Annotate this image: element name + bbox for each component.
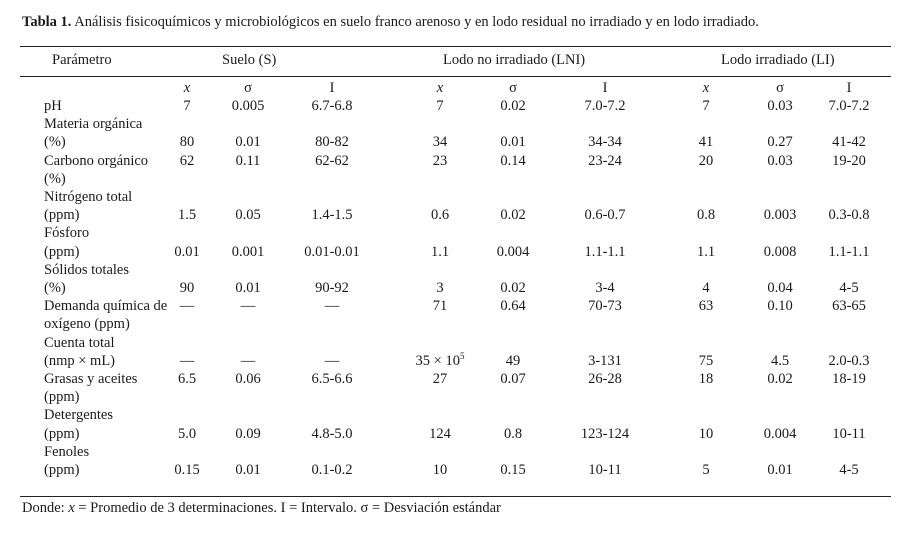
cell-value: 35 × 10 [415,352,460,369]
table-cell [832,426,865,443]
table-cell [174,244,199,261]
parameter-label: Sólidos totales [44,261,129,278]
header-li: Lodo irradiado (LI) [721,52,835,68]
cell-value: 1.1 [430,243,450,260]
table-cell [764,244,797,261]
cell-value: 18-19 [832,371,866,387]
table-cell [697,207,715,224]
table-cell [325,353,340,370]
table-cell [697,244,715,261]
cell-value: 1.4-1.5 [311,207,353,224]
parameter-label: oxígeno (ppm) [44,316,130,333]
table-cell [500,371,525,388]
table-cell [588,371,622,388]
parameter-label: Materia orgánica [44,116,143,133]
cell-value: 0.8 [503,425,523,442]
table-cell [436,280,443,297]
cell-value: 0.01 [235,280,261,296]
parameter-label: (%) [44,170,66,187]
cell-value: 0.008 [763,243,797,260]
table-cell [429,426,451,443]
cell-value: 71 [432,298,448,315]
cell-value: 7.0-7.2 [584,98,626,114]
cell-value: 1.1-1.1 [828,243,870,260]
table-cell [178,371,196,388]
cell-value: 4 [702,280,710,296]
subheader-cell: I [846,80,852,96]
table-cell [500,462,525,479]
cell-value: 0.003 [763,207,797,224]
subheader-cell: I [602,80,608,96]
cell-value: 123-124 [580,425,630,442]
table-cell [767,134,792,151]
cell-value: 0.02 [500,207,526,224]
cell-value: 0.64 [500,298,526,315]
cell-value: 4-5 [839,280,859,296]
table-cell [500,280,525,297]
table-cell [500,134,525,151]
cell-value: 6.5 [177,371,197,387]
table-cell [236,153,261,170]
cell-value: 124 [429,425,451,442]
cell-value: 6.7-6.8 [311,98,353,114]
table-cell [767,371,792,388]
cell-value: 4.5 [770,352,790,369]
cell-value: 10 [432,462,448,478]
cell-value: 0.04 [767,280,793,296]
table-cell [828,353,869,370]
cell-value: 7 [702,98,710,114]
table-cell [311,98,352,115]
cell-value: 3-131 [588,352,622,369]
table-cell [311,426,352,443]
footnote-x: x [68,500,75,516]
footnote [22,500,501,517]
cell-value: 63 [698,298,714,315]
cell-value: 10-11 [832,425,866,442]
caption-text: Análisis fisicoquímicos y microbiológicos en suelo franco arenoso y en lodo residual no irradiado y en lodo irradiado. [71,14,759,30]
cell-value: — [179,352,195,369]
parameter-label: (nmp × mL) [44,352,115,369]
table-cell [180,353,195,370]
cell-value: 10 [698,425,714,442]
footnote-prefix: Donde: [22,500,69,516]
header-parametro: Parámetro [52,52,112,68]
cell-superscript: 5 [459,350,465,361]
cell-value: — [240,352,256,369]
table-cell [183,98,190,115]
cell-value: 6.5-6.6 [311,371,353,387]
cell-value: 7.0-7.2 [828,98,870,114]
table-caption [22,14,759,31]
caption-label: Tabla 1. [22,14,72,30]
cell-value: 1.1 [696,243,716,260]
cell-value: 80-82 [315,134,349,151]
parameter-label: (ppm) [44,462,80,478]
table-cell [500,153,525,170]
cell-value: 0.01 [767,462,793,478]
parameter-label: (%) [44,134,66,151]
table-cell [235,134,260,151]
cell-value: 0.11 [235,152,261,169]
table-cell [588,462,621,479]
cell-value: 0.01 [500,134,526,151]
cell-value: 49 [505,352,521,369]
table-cell [584,207,625,224]
cell-value: 0.05 [235,207,261,224]
table-cell [581,426,629,443]
cell-value: 0.07 [500,371,526,387]
cell-value: 62-62 [315,152,349,169]
subheader-cell: σ [776,80,784,96]
table-cell [433,153,448,170]
parameter-label: (ppm) [44,207,80,224]
table-cell [832,153,866,170]
cell-value: 0.15 [174,462,200,478]
cell-value: 41 [698,134,714,151]
table-cell [588,134,622,151]
table-cell [839,462,858,479]
cell-value: 0.02 [767,371,793,387]
table-cell [832,134,866,151]
cell-value: 0.02 [500,280,526,296]
cell-value: 0.8 [696,207,716,224]
cell-value: — [324,352,340,369]
table-cell [178,207,196,224]
table-cell [433,371,448,388]
cell-value: — [324,298,340,315]
table-cell [764,426,797,443]
parameter-label: (%) [44,280,66,296]
cell-value: 4.8-5.0 [311,425,353,442]
cell-value: 0.02 [500,98,526,114]
table-cell [699,371,714,388]
table-cell [311,371,352,388]
cell-value: 7 [183,98,191,114]
table-cell [588,153,622,170]
cell-value: 0.01 [174,243,200,260]
table-cell [584,98,625,115]
table-cell [415,350,465,370]
cell-value: 0.03 [767,152,793,169]
table-cell [433,134,448,151]
parameter-label: Fenoles [44,443,90,460]
table-cell [325,298,340,315]
parameter-label: Grasas y aceites [44,371,138,387]
cell-value: — [240,298,256,315]
subheader-cell: x [183,80,191,96]
cell-value: 0.01-0.01 [304,243,360,260]
table-cell [433,298,448,315]
subheader-cell: σ [244,80,252,96]
cell-value: 90 [179,280,195,296]
table-cell [506,353,521,370]
table-cell [174,462,199,479]
table-cell [500,98,525,115]
cell-value: 90-92 [315,280,349,296]
table-cell [588,298,622,315]
table-cell [699,134,714,151]
cell-value: 1.1-1.1 [584,243,626,260]
table-cell [504,426,522,443]
table-cell [764,207,797,224]
table-cell [699,426,714,443]
cell-value: — [179,298,195,315]
table-cell [315,134,349,151]
cell-value: 0.09 [235,425,261,442]
cell-value: 0.27 [767,134,793,151]
cell-value: 26-28 [588,371,622,387]
parameter-label: (ppm) [44,243,80,260]
subheader-cell: x [436,80,444,96]
cell-value: 27 [432,371,448,387]
table-cell [235,426,260,443]
cell-value: 0.004 [496,243,530,260]
table-cell [828,244,869,261]
cell-value: 19-20 [832,152,866,169]
cell-value: 0.004 [763,425,797,442]
cell-value: 5 [702,462,710,478]
table-cell [180,153,195,170]
table-cell [315,153,349,170]
cell-value: 34-34 [588,134,622,151]
parameter-label: Carbono orgánico [44,152,149,169]
table-cell [232,244,265,261]
cell-value: 4-5 [839,462,859,478]
cell-value: 80 [179,134,195,151]
cell-value: 34 [432,134,448,151]
cell-value: 23-24 [588,152,622,169]
table-cell [235,462,260,479]
parameter-label: Demanda química de [44,298,168,315]
cell-value: 2.0-0.3 [828,352,870,369]
table-cell [828,98,869,115]
table-cell [699,153,714,170]
table-cell [699,298,714,315]
cell-value: 0.10 [767,298,793,315]
table-cell [180,280,195,297]
cell-value: 70-73 [588,298,622,315]
subheader-cell: I [329,80,335,96]
cell-value: 5.0 [177,425,197,442]
header-lni: Lodo no irradiado (LNI) [443,52,586,68]
table-cell [436,98,443,115]
table-cell [431,244,449,261]
header-suelo: Suelo (S) [222,52,277,68]
cell-value: 3 [436,280,444,296]
table-cell [702,98,709,115]
cell-value: 20 [698,152,714,169]
table-cell [235,371,260,388]
cell-value: 0.03 [767,98,793,114]
table-cell [235,207,260,224]
table-cell [180,298,195,315]
table-cell [241,353,256,370]
table-cell [304,244,360,261]
cell-value: 75 [698,352,714,369]
table-cell [311,207,352,224]
subheader-cell: σ [509,80,517,96]
cell-value: 10-11 [588,462,622,478]
cell-value: 0.001 [231,243,265,260]
cell-value: 23 [432,152,448,169]
table-cell [702,280,709,297]
cell-value: 1.5 [177,207,197,224]
cell-value: 0.6-0.7 [584,207,626,224]
table-cell [699,353,714,370]
parameter-label: Fósforo [44,225,90,242]
table-cell [180,134,195,151]
cell-value: 0.01 [235,134,261,151]
cell-value: 0.005 [231,98,265,114]
table-cell [311,462,352,479]
table-cell [595,280,614,297]
table-cell [500,207,525,224]
table-cell [702,462,709,479]
cell-value: 0.3-0.8 [828,207,870,224]
parameter-label: (ppm) [44,425,80,442]
table-cell [588,353,622,370]
cell-value: 62 [179,152,195,169]
cell-value: 7 [436,98,444,114]
parameter-label: Detergentes [44,407,113,424]
table-cell [431,207,449,224]
parameter-label: (ppm) [44,389,80,406]
table-cell [767,98,792,115]
table-cell [178,426,196,443]
cell-value: 63-65 [832,298,866,315]
table-cell [433,462,448,479]
cell-value: 18 [698,371,714,387]
table-cell [828,207,869,224]
table-cell [232,98,265,115]
table-cell [771,353,789,370]
table-cell [767,153,792,170]
header-rule [20,76,891,77]
cell-value: 0.14 [500,152,526,169]
table-cell [241,298,256,315]
cell-value: 41-42 [832,134,866,151]
table-cell [767,298,792,315]
cell-value: 0.06 [235,371,261,387]
table-cell [235,280,260,297]
table-cell [500,298,525,315]
table-cell [584,244,625,261]
table-cell [832,371,866,388]
subheader-cell: x [702,80,710,96]
cell-value: 0.1-0.2 [311,462,353,478]
cell-value: 0.6 [430,207,450,224]
parameter-label: Nitrógeno total [44,189,133,205]
cell-value: 0.01 [235,462,261,478]
parameter-label: pH [44,98,62,114]
footnote-text: = Promedio de 3 determinaciones. I = Intervalo. σ = Desviación estándar [74,500,501,516]
table-cell [832,298,866,315]
cell-value: 0.15 [500,462,526,478]
table-cell [839,280,858,297]
top-rule [20,46,891,47]
bottom-rule [20,496,891,497]
table-cell [767,462,792,479]
table-cell [497,244,530,261]
table-cell [767,280,792,297]
cell-value: 3-4 [595,280,615,296]
table-cell [315,280,349,297]
parameter-label: Cuenta total [44,334,115,351]
